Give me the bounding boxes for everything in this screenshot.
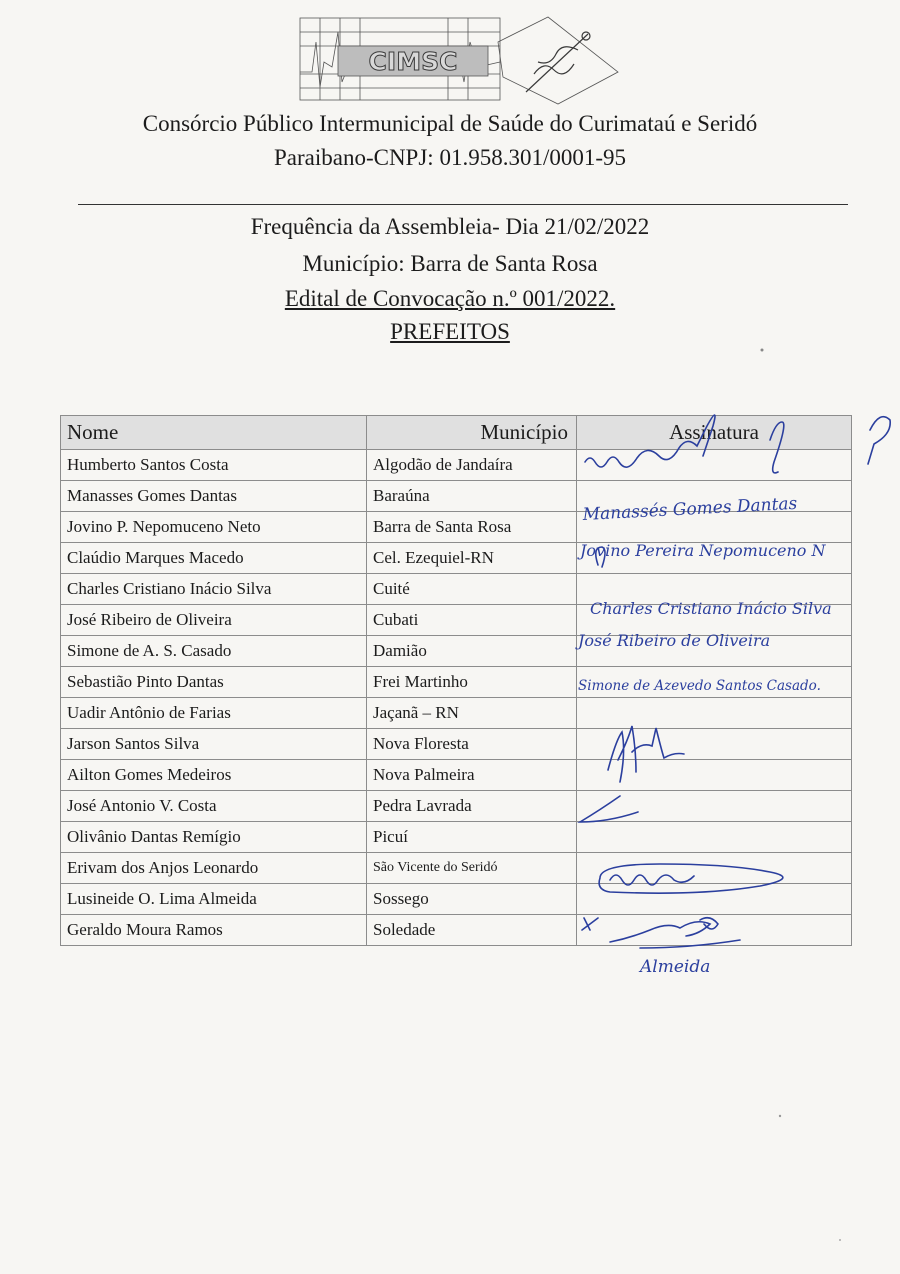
- signature-row-2: Manassés Gomes Dantas: [582, 493, 798, 525]
- cell-name: Jovino P. Nepomuceno Neto: [61, 512, 367, 543]
- cell-name: José Ribeiro de Oliveira: [61, 605, 367, 636]
- column-header-signature: Assinatura: [577, 416, 852, 450]
- cell-municipality: Barra de Santa Rosa: [367, 512, 577, 543]
- cell-municipality: São Vicente do Seridó: [367, 853, 577, 884]
- cell-municipality: Sossego: [367, 884, 577, 915]
- signature-row-7: Simone de Azevedo Santos Casado.: [578, 678, 821, 694]
- cell-name: Ailton Gomes Medeiros: [61, 760, 367, 791]
- cell-municipality: Cuité: [367, 574, 577, 605]
- cell-municipality: Algodão de Jandaíra: [367, 450, 577, 481]
- cell-name: José Antonio V. Costa: [61, 791, 367, 822]
- municipality-heading: Município: Barra de Santa Rosa: [302, 251, 598, 276]
- document-title: Frequência da Assembleia- Dia 21/02/2022: [250, 214, 650, 239]
- cell-municipality: Nova Palmeira: [367, 760, 577, 791]
- cell-name: Olivânio Dantas Remígio: [61, 822, 367, 853]
- cell-municipality: Cel. Ezequiel-RN: [367, 543, 577, 574]
- cell-municipality: Jaçanã – RN: [367, 698, 577, 729]
- cell-municipality: Damião: [367, 636, 577, 667]
- group-heading: PREFEITOS: [390, 319, 510, 344]
- organization-name-line-1: Consórcio Público Intermunicipal de Saúde do Curimataú e Seridó: [142, 111, 758, 136]
- cell-name: Erivam dos Anjos Leonardo: [61, 853, 367, 884]
- cell-municipality: Picuí: [367, 822, 577, 853]
- cell-municipality: Soledade: [367, 915, 577, 946]
- cell-municipality: Frei Martinho: [367, 667, 577, 698]
- cell-municipality: Nova Floresta: [367, 729, 577, 760]
- signature-row-15: Almeida: [640, 957, 711, 977]
- signature-row-3: Jovino Pereira Nepomuceno N: [580, 541, 826, 560]
- cell-municipality: Pedra Lavrada: [367, 791, 577, 822]
- cell-name: Sebastião Pinto Dantas: [61, 667, 367, 698]
- cell-name: Lusineide O. Lima Almeida: [61, 884, 367, 915]
- cell-name: Charles Cristiano Inácio Silva: [61, 574, 367, 605]
- cell-name: Manasses Gomes Dantas: [61, 481, 367, 512]
- cell-name: Geraldo Moura Ramos: [61, 915, 367, 946]
- signature-row-5: Charles Cristiano Inácio Silva: [590, 599, 832, 618]
- signature-row-6: José Ribeiro de Oliveira: [578, 631, 771, 650]
- column-header-municipality: Município: [367, 416, 577, 450]
- cell-name: Claúdio Marques Macedo: [61, 543, 367, 574]
- organization-name-line-2: Paraibano-CNPJ: 01.958.301/0001-95: [273, 145, 626, 170]
- cell-name: Simone de A. S. Casado: [61, 636, 367, 667]
- column-header-name: Nome: [61, 416, 367, 450]
- cell-municipality: Cubati: [367, 605, 577, 636]
- cell-name: Uadir Antônio de Farias: [61, 698, 367, 729]
- cell-name: Humberto Santos Costa: [61, 450, 367, 481]
- cell-municipality: Baraúna: [367, 481, 577, 512]
- svg-text:CIMSC: CIMSC: [368, 47, 458, 76]
- edital-heading: Edital de Convocação n.º 001/2022.: [284, 286, 616, 311]
- cell-name: Jarson Santos Silva: [61, 729, 367, 760]
